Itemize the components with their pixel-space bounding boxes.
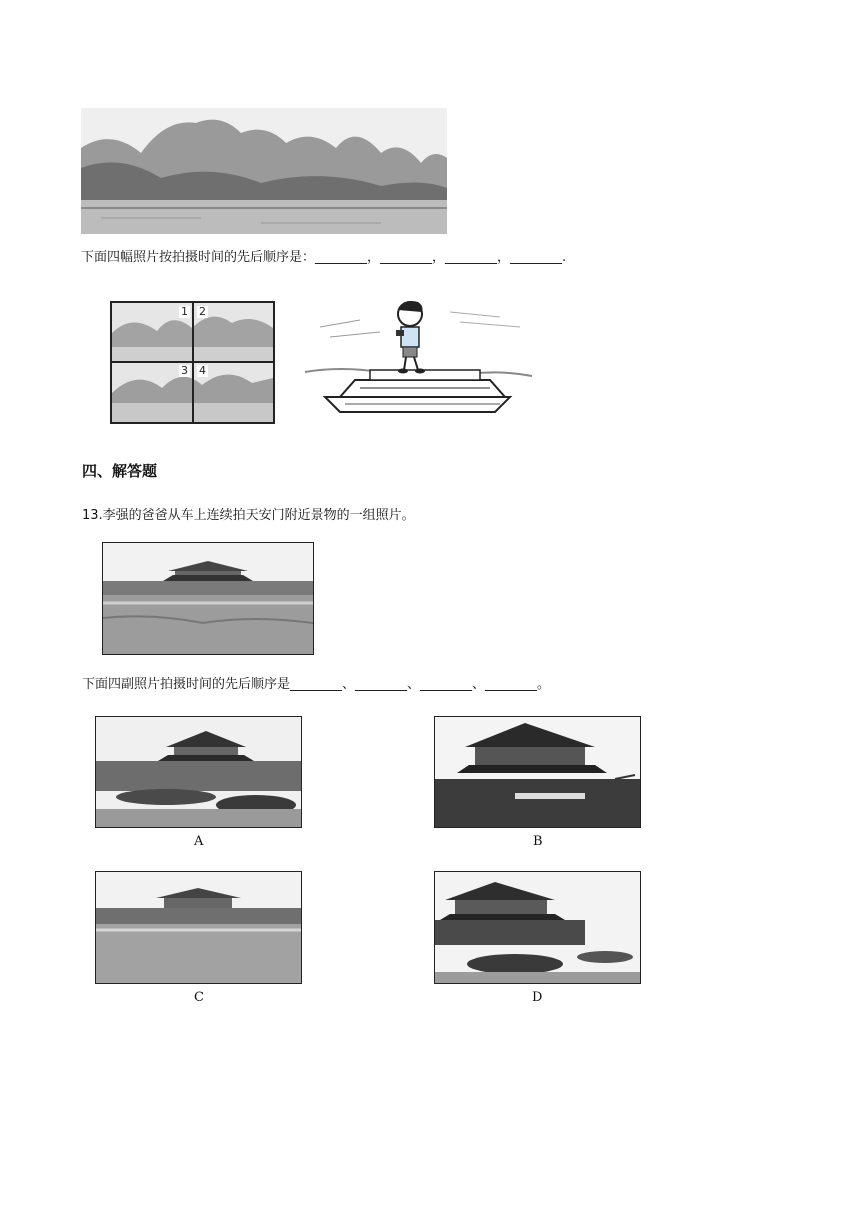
tiananmen-photo-c-illustration: [96, 872, 301, 983]
mountain-landscape-photo: [81, 108, 447, 234]
q13-question: 13.李强的爸爸从车上连续拍天安门附近景物的一组照片。: [82, 508, 415, 523]
photo-a-label: A: [194, 834, 204, 849]
tiananmen-photo-d-illustration: [435, 872, 640, 983]
grid-number-3: 3: [181, 364, 188, 377]
photo-c: [95, 871, 302, 984]
photo-a: [95, 716, 302, 828]
q12-order-prompt: 下面四幅照片按拍摄时间的先后顺序是：________，________，________，________.: [81, 250, 567, 265]
photo-b-label: B: [533, 834, 543, 849]
boy-on-boat-illustration: [300, 292, 535, 427]
grid-number-4: 4: [199, 364, 206, 377]
section-title: 四、解答题: [82, 462, 158, 480]
tiananmen-photo-a-illustration: [96, 717, 301, 827]
tiananmen-reference-photo: [102, 542, 314, 655]
tiananmen-wide-illustration: [103, 543, 313, 654]
grid-number-2: 2: [199, 305, 206, 318]
tiananmen-photo-b-illustration: [435, 717, 640, 827]
photo-c-label: C: [194, 990, 204, 1005]
grid-number-1: 1: [181, 305, 188, 318]
photo-d: [434, 871, 641, 984]
mountain-illustration: [81, 108, 447, 234]
photo-b: [434, 716, 641, 828]
grid-photos-illustration: [112, 303, 273, 422]
q13-order-prompt: 下面四副照片拍摄时间的先后顺序是________、________、________、________。: [82, 677, 551, 692]
photo-d-label: D: [532, 990, 543, 1005]
four-photo-grid: [110, 301, 275, 424]
